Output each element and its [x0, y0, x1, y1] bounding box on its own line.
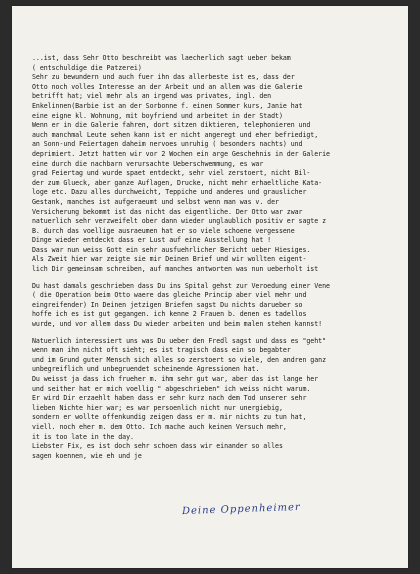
letter-line: Natuerlich interessiert uns was Du ueber den Fredl sagst und dass es "geht": [32, 336, 326, 345]
letter-line: Er wird Dir erzaehlt haben dass er sehr kurz nach dem Tod unserer sehr: [32, 394, 307, 403]
paragraph-gap: [32, 330, 394, 337]
letter-line: B. durch das voellige ausraeumen hat er so viele schoene vergessene: [32, 226, 295, 235]
letter-line: auch manchmal Leute sehen kann ist er nicht angeregt und eher befriedigt,: [32, 130, 319, 139]
handwritten-signature: Deine Oppenheimer: [181, 501, 301, 518]
letter-line: Du hast damals geschrieben dass Du ins Spital gehst zur Veroedung einer Vene: [32, 281, 330, 290]
letter-line: grad Feiertag und wurde spaet entdeckt, sehr viel zerstoert, nicht Bil-: [32, 169, 311, 178]
letter-line: Enkelinnen(Barbie ist an der Sorbonne f. einen Sommer kurs, Janie hat: [32, 101, 303, 110]
letter-line: betrifft hat; viel mehr als an irgend was privates, ingl. den: [32, 92, 272, 101]
letter-line: sondern er wollte offenkundig zeigen dass er m. mir nichts zu tun hat,: [32, 413, 307, 422]
letter-line: Otto noch volles Interesse an der Arbeit und an allem was die Galerie: [32, 82, 303, 91]
letter-line: der zum Glueck, aber ganze Auflagen, Drucke, nicht mehr erhaeltliche Kata-: [32, 178, 323, 187]
letter-line: unbegreiflich und unbegruendet scheinende Agressionen hat.: [32, 365, 260, 374]
letter-line: lich Dir gemeinsam schreiben, auf manches antworten was nun ueberholt ist: [32, 265, 319, 274]
letter-line: wenn man ihn nicht oft sieht; es ist tragisch dass ein so begabter: [32, 346, 291, 355]
paragraph-gap: [32, 275, 394, 282]
letter-line: ( die Operation beim Otto waere das gleiche Princip aber viel mehr und: [32, 291, 307, 300]
letter-line: eine eigne kl. Wohnung, mit boyfriend und arbeitet in der Stadt): [32, 111, 283, 120]
letter-line: hoffe ich es ist gut gegangen. ich kenne 2 Frauen b. denen es tadellos: [32, 310, 307, 319]
letter-line: Wenn er in die Galerie fahren, dort sitzen diktieren, telephonieren und: [32, 121, 311, 130]
letter-line: Dinge wieder entdeckt dass er Lust auf eine Ausstellung hat !: [32, 236, 272, 245]
letter-line: Liebster Fix, es ist doch sehr schoen dass wir einander so alles: [32, 442, 283, 451]
letter-line: loge etc. Dazu alles durchweicht, Teppiche und anderes und grauslicher: [32, 188, 307, 197]
letter-line: wurde, und vor allem dass Du wieder arbeiten und beim malen stehen kannst!: [32, 320, 323, 329]
letter-line: eine durch die nachbarn verursachte Ueberschwemmung, es war: [32, 159, 264, 168]
letter-line: viell. noch eher m. dem Otto. Ich mache auch keinen Versuch mehr,: [32, 422, 287, 431]
letter-line: und seither hat er mich voellig " abgeschrieben" ich weiss nicht warum.: [32, 384, 311, 393]
letter-line: ( entschuldige die Patzerei): [32, 63, 142, 72]
letter-line: Du weisst ja dass ich frueher m. ihm sehr gut war, aber das ist lange her: [32, 375, 319, 383]
letter-line: sagen koennen, wie eh und je: [32, 451, 142, 460]
letter-line: Als Zweit hier war zeigte sie mir Deinen Brief und wir wollten eigent-: [32, 255, 307, 264]
letter-line: Versicherung bekommt ist das nicht das eigentliche. Der Otto war zwar: [32, 207, 303, 216]
letter-line: ...ist, dass Sehr Otto beschreibt was laecherlich sagt ueber bekam: [32, 54, 291, 62]
letter-line: natuerlich sehr verzweifelt ober dann wieder unglaublich positiv er sagte z: [32, 217, 326, 226]
letter-line: Dass war nun weiss Gott ein sehr ausfuehrlicher Bericht ueber Hiesiges.: [32, 245, 311, 254]
letter-line: und im Grund guter Mensch sich alles so zerstoert so viele, den andren ganz: [32, 355, 326, 364]
letter-line: it is too late in the day.: [32, 432, 134, 441]
letter-line: deprimiert. Jetzt hatten wir vor 2 Wochen ein arge Geschehnis in der Galerie: [32, 149, 330, 158]
letter-line: eingreifender) In Deinen jetzigen Briefen sagst Du nichts darueber so: [32, 300, 303, 309]
letter-line: Gestank, manches ist aufgeraeumt und selbst wenn man was v. der: [32, 197, 279, 206]
letter-body: [32, 54, 394, 461]
letter-line: Sehr zu bewundern und auch fuer ihn das allerbeste ist es, dass der: [32, 73, 295, 82]
letter-line: lieben Nichte hier war; es war persoenlich nicht nur unergiebig,: [32, 403, 283, 412]
letter-line: an Sonn-und Feiertagen daheim nervoes unruhig ( besonders nachts) und: [32, 140, 303, 149]
letter-page: [12, 6, 408, 568]
